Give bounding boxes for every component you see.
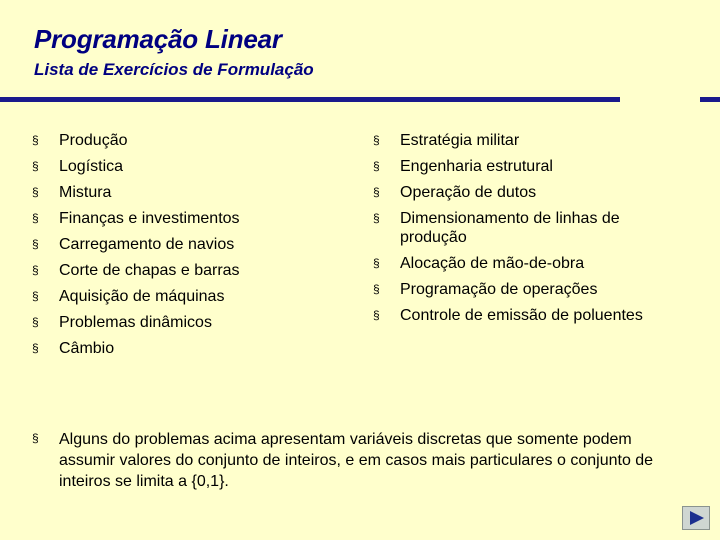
bullet-icon: § [32,263,39,277]
list-item [32,235,332,254]
bullet-icon: § [373,133,380,147]
list-item [373,254,693,273]
list-item [32,157,332,176]
list-item-label: Câmbio [59,340,115,357]
bullet-icon: § [373,159,380,173]
list-item-label: Alocação de mão-de-obra [400,255,585,272]
list-item-label: Engenharia estrutural [400,158,553,175]
list-item-label: Estratégia militar [400,132,520,149]
list-item [373,131,693,150]
list-item [32,131,332,150]
note-item [32,429,692,492]
bullet-icon: § [373,282,380,296]
play-next-icon [689,510,705,526]
slide-subtitle: Lista de Exercícios de Formulação [34,60,314,79]
list-item [32,287,332,306]
list-item-label: Dimensionamento de linhas de produção [400,210,620,246]
header-divider-end [700,97,720,102]
list-item [373,183,693,202]
next-slide-button[interactable] [682,506,710,530]
list-item-label: Problemas dinâmicos [59,314,212,331]
list-item [32,209,332,228]
bullet-icon: § [373,256,380,270]
list-item [373,209,660,247]
list-item [32,339,332,358]
list-item [32,183,332,202]
slide-title: Programação Linear [34,24,282,54]
note-list [32,429,692,499]
bullet-icon: § [32,159,39,173]
bullet-icon: § [32,289,39,303]
list-item [373,306,693,325]
bullet-icon: § [373,185,380,199]
left-topic-list [32,131,332,365]
right-topic-list [373,131,693,332]
bullet-icon: § [32,315,39,329]
bullet-icon: § [373,308,380,322]
list-item-label: Carregamento de navios [59,236,235,253]
list-item-label: Finanças e investimentos [59,210,240,227]
bullet-icon: § [32,185,39,199]
list-item [32,313,332,332]
note-text: Alguns do problemas acima apresentam variáveis discretas que somente podem assumir valores do conjunto de inteiros, e em casos mais particulares o conjunto de inteiros se limita a {0,1}. [59,431,654,490]
bullet-icon: § [32,211,39,225]
list-item-label: Produção [59,132,128,149]
list-item-label: Logística [59,158,124,175]
bullet-icon: § [373,211,380,225]
list-item [32,261,332,280]
bullet-icon: § [32,237,39,251]
list-item-label: Corte de chapas e barras [59,262,240,279]
list-item-label: Programação de operações [400,281,598,298]
list-item-label: Mistura [59,184,112,201]
bullet-icon: § [32,133,39,147]
list-item [373,280,693,299]
list-item-label: Controle de emissão de poluentes [400,307,643,324]
list-item [373,157,693,176]
header-divider-gap [620,97,700,102]
list-item-label: Operação de dutos [400,184,537,201]
bullet-icon: § [32,431,39,445]
bullet-icon: § [32,341,39,355]
header-divider [0,97,620,102]
list-item-label: Aquisição de máquinas [59,288,225,305]
